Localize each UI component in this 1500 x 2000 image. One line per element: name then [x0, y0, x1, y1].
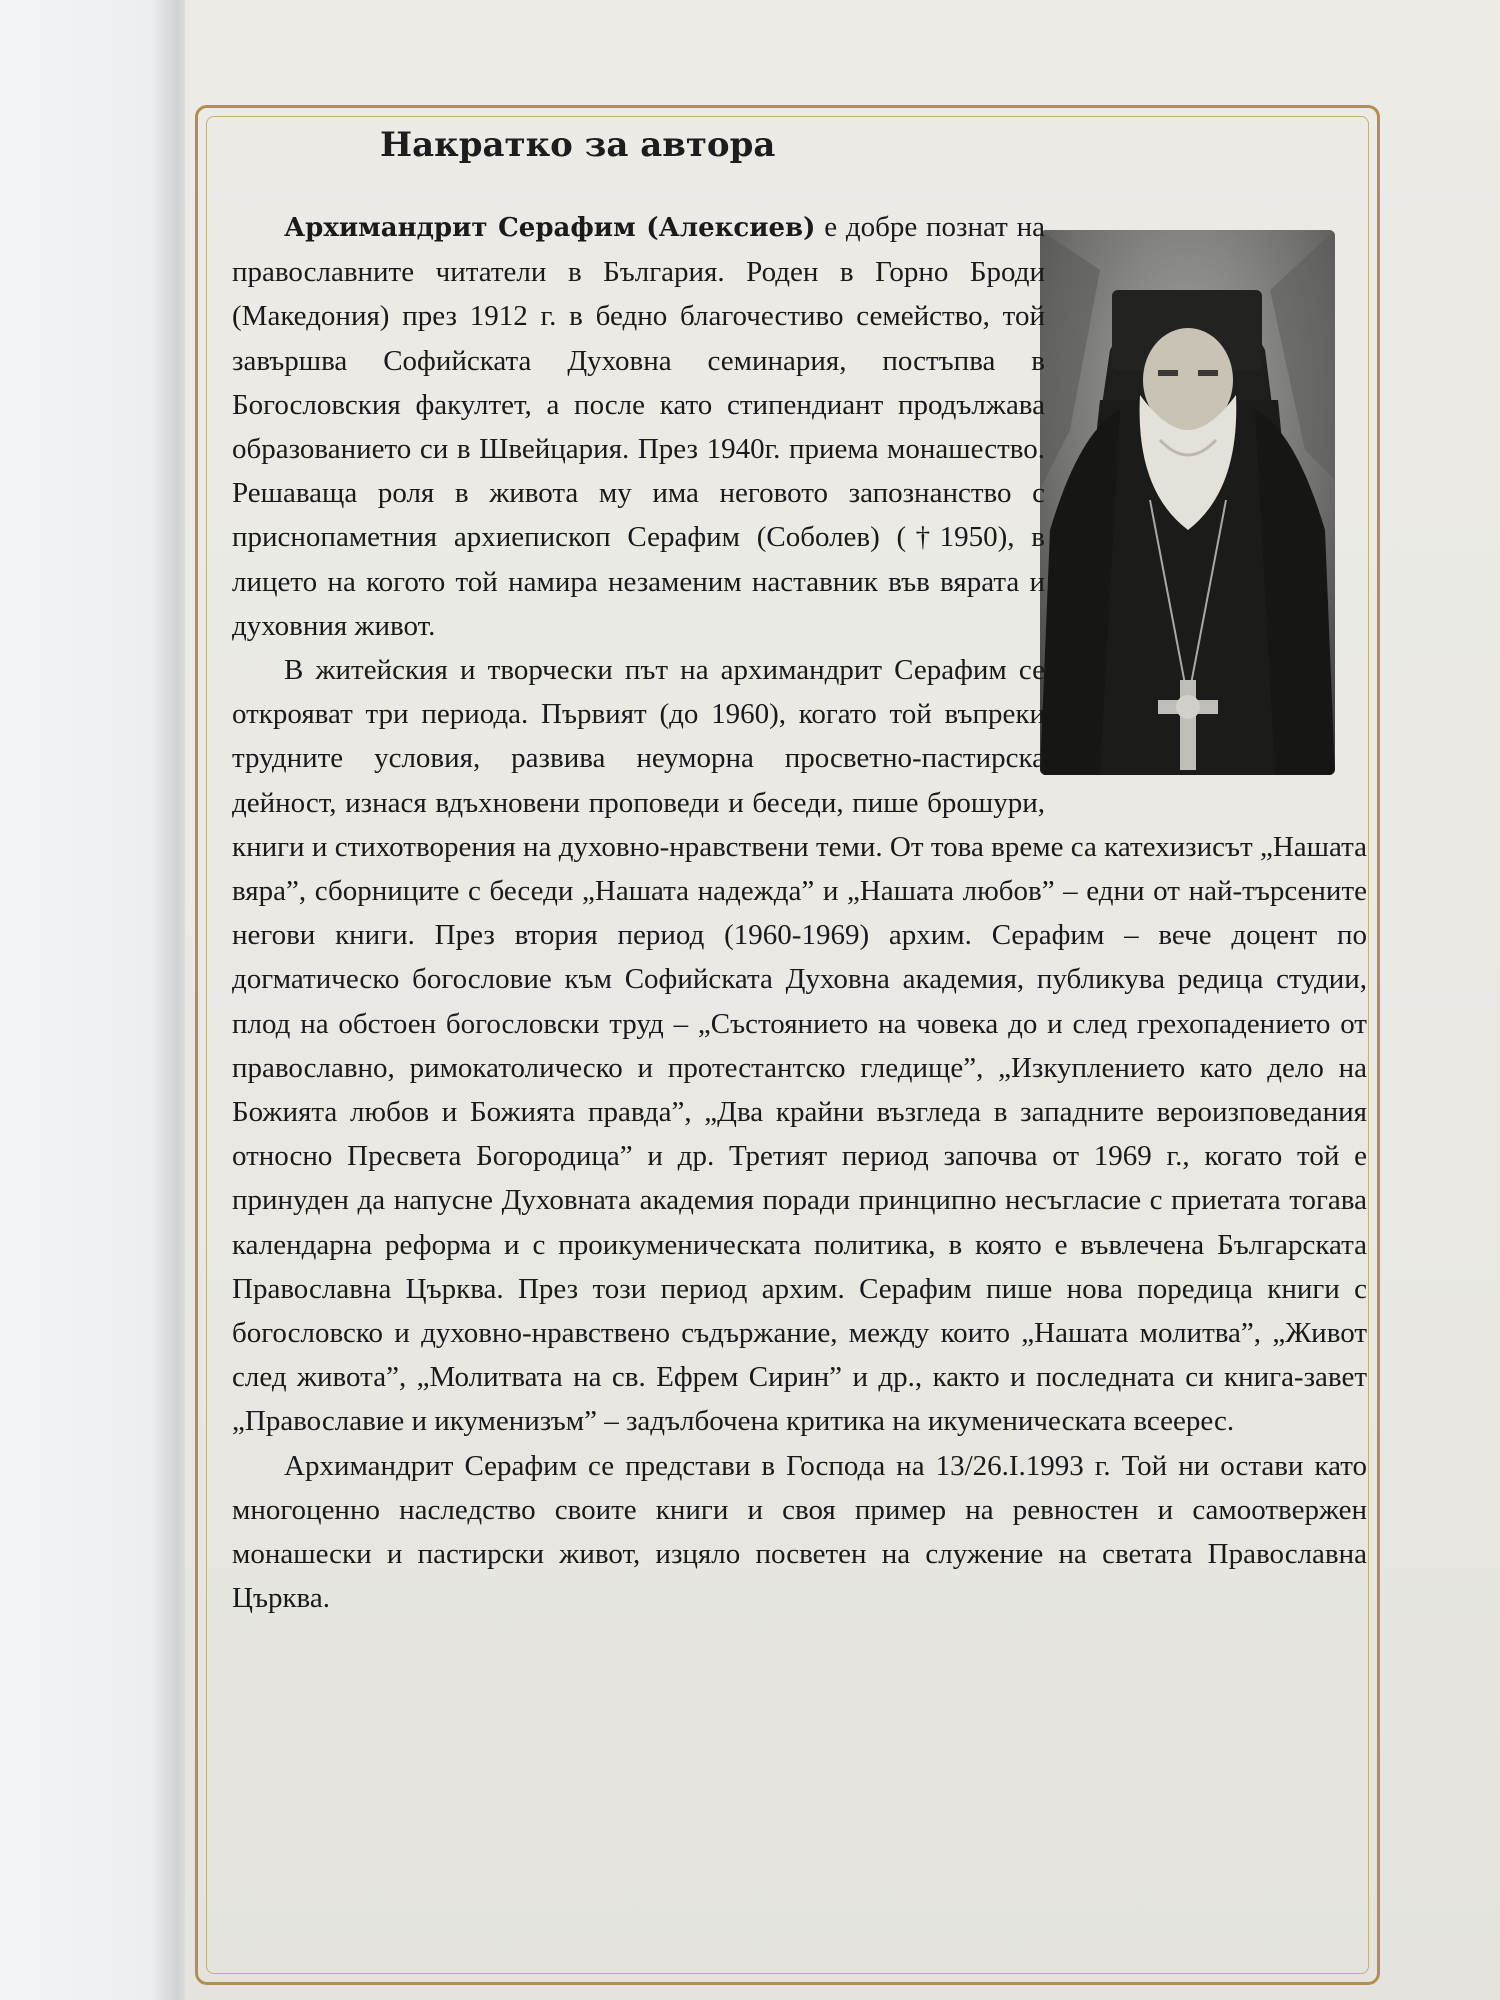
paragraph-periods: В житейския и творчески път на архимандрит Серафим се открояват три периода. Първият (до 1960), когато той въпреки трудните условия, развива неуморна просветно-пастирска дейност, изнася вдъхновени проповеди и беседи, пише брошури, книги и стихотворения на духовно-нравствени теми. От това време са катехизисът „Нашата вяра”, сборниците с беседи „Нашата надежда” и „Нашата любов” – едни от най-търсените негови книги. През втория период (1960-1969) архим. Серафим – вече доцент по догматическо богословие към Софийската Духовна академия, публикува редица студии, плод на обстоен богословски труд – „Състоянието на човека до и след грехопадението от православно, римокатолическо и протестантско гледище”, „Изкуплението като дело на Божията любов и Божията правда”, „Два крайни възгледа в западните вероизповедания относно Пресвета Богородица” и др. Третият период започва от 1969 г., когато той е принуден да напусне Духовната академия поради принципно несъгласие с приетата тогава календарна реформа и с проикуменическата политика, в която е въвлечена Българската Православна Църква. През този период архим. Серафим пише нова поредица книги с богословско и духовно-нравствено съдържание, между които „Нашата молитва”, „Живот след живота”, „Молитвата на св. Ефрем Сирин” и др., както и последната си книга-завет „Православие и икуменизъм” – задълбочена критика на икуменическата всеерес.: [232, 654, 1367, 1438]
biography-text: [232, 205, 1367, 1621]
author-name: Архимандрит Серафим (Алексиев): [284, 213, 816, 243]
paragraph-legacy: Архимандрит Серафим се представи в Господа на 13/26.I.1993 г. Той ни остави като многоценно наследство своите книги и своя пример на ревностен и самоотвержен монашески и пастирски живот, изцяло посветен на служение на светата Православна Църква.: [232, 1449, 1367, 1615]
section-heading: Накратко за автора: [380, 125, 776, 165]
paragraph-intro-text: е добре познат на православните читатели в България. Роден в Горно Броди (Македония) през 1912 г. в бедно благочестиво семейство, той завършва Софийската Духовна семинария, постъпва в Богословския факултет, а после като стипендиант продължава образованието си в Швейцария. През 1940г. приема монашество. Решаваща роля в живота му има неговото запознанство с приснопаметния архиепископ Серафим (Соболев) (†1950), в лицето на когото той намира незаменим наставник във вярата и духовния живот.: [232, 211, 1046, 642]
photo-text-wrap-space: [1045, 205, 1367, 799]
